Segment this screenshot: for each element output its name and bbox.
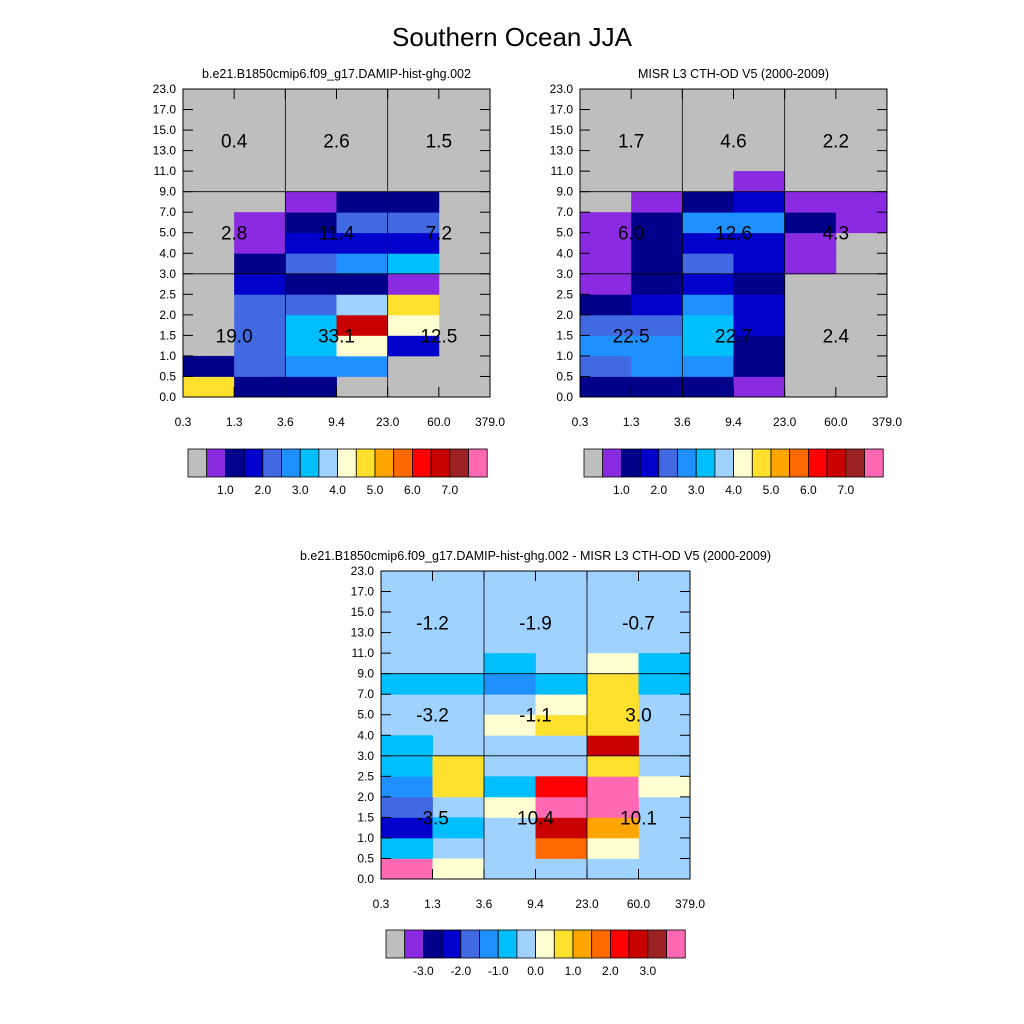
- colorbar-swatch: [300, 449, 319, 477]
- y-tick-label: 23.0: [549, 82, 573, 96]
- group-total-label: 22.5: [612, 326, 650, 348]
- colorbar-swatch: [648, 930, 667, 958]
- group-total-label: 2.8: [220, 223, 248, 245]
- colorbar-label: 3.0: [639, 964, 657, 978]
- heatmap-cell: [285, 356, 337, 377]
- colorbar-swatch: [610, 930, 629, 958]
- colorbar-label: 2.0: [254, 483, 272, 497]
- heatmap-cell: [682, 192, 734, 213]
- y-tick-label: 13.0: [549, 143, 573, 158]
- y-tick-label: 2.0: [357, 789, 374, 804]
- group-total-label: 2.4: [822, 326, 850, 348]
- heatmap-cell: [484, 674, 536, 695]
- colorbar-swatch: [554, 930, 573, 958]
- colorbar-label: 1.0: [564, 964, 582, 978]
- group-total-label: 10.1: [620, 808, 657, 830]
- heatmap-cell: [587, 756, 639, 777]
- group-total-label: 10.4: [517, 808, 554, 830]
- group-total-label: 2.2: [822, 131, 850, 153]
- colorbar-label: 6.0: [404, 483, 421, 497]
- colorbar-swatch: [319, 449, 338, 477]
- x-tick-label: 1.3: [424, 897, 441, 911]
- group-total-label: 19.0: [215, 326, 253, 348]
- colorbar-label: 2.0: [650, 483, 668, 497]
- colorbar-label: 2.0: [602, 964, 619, 978]
- heatmap-cell: [639, 674, 691, 695]
- y-tick-label: 0.0: [556, 390, 573, 404]
- colorbar-swatch: [752, 449, 771, 477]
- x-tick-label: 379.0: [474, 415, 506, 429]
- y-tick-label: 1.5: [159, 328, 176, 343]
- x-tick-label: 60.0: [427, 415, 451, 429]
- heatmap-cell: [337, 253, 389, 274]
- group-total-label: 0.4: [220, 131, 248, 153]
- colorbar-label: -3.0: [413, 964, 434, 978]
- heatmap-cell: [631, 253, 683, 274]
- panel-title: MISR L3 CTH-OD V5 (2000-2009): [637, 67, 830, 81]
- y-tick-label: 17.0: [350, 584, 374, 599]
- x-tick-label: 0.3: [571, 415, 589, 429]
- y-tick-label: 2.5: [556, 287, 573, 302]
- heatmap-cell: [337, 192, 389, 213]
- heatmap-cell: [639, 776, 691, 797]
- heatmap-cell: [381, 674, 433, 695]
- colorbar-swatch: [771, 449, 790, 477]
- y-tick-label: 7.0: [159, 205, 176, 220]
- y-tick-label: 1.0: [159, 348, 176, 363]
- group-total-label: 6.0: [617, 223, 645, 245]
- heatmap-cell: [381, 838, 433, 859]
- heatmap-cell: [734, 356, 786, 377]
- heatmap-cell: [337, 294, 389, 315]
- y-tick-label: 2.5: [159, 287, 176, 302]
- y-tick-label: 15.0: [350, 605, 374, 620]
- colorbar-label: 0.0: [527, 964, 544, 978]
- heatmap-cell: [580, 294, 632, 315]
- colorbar-swatch: [188, 449, 207, 477]
- colorbar-swatch: [865, 449, 884, 477]
- heatmap-cell: [285, 253, 337, 274]
- y-tick-label: 2.5: [357, 769, 374, 784]
- heatmap-cell: [381, 858, 433, 879]
- colorbar-label: 7.0: [837, 483, 855, 497]
- group-total-label: 3.0: [625, 705, 652, 727]
- y-tick-label: 23.0: [152, 82, 176, 96]
- colorbar-label: 4.0: [329, 483, 346, 497]
- colorbar-swatch: [405, 930, 424, 958]
- colorbar-swatch: [282, 449, 301, 477]
- y-tick-label: 4.0: [556, 246, 573, 261]
- colorbar-label: 7.0: [441, 483, 459, 497]
- x-tick-label: 1.3: [622, 415, 640, 429]
- colorbar-swatch: [498, 930, 517, 958]
- colorbar-label: 4.0: [725, 483, 742, 497]
- y-tick-label: 13.0: [152, 143, 176, 158]
- x-tick-label: 23.0: [375, 415, 400, 429]
- heatmap-cell: [381, 756, 433, 777]
- colorbar-swatch: [461, 930, 480, 958]
- heatmap-cell: [183, 376, 235, 397]
- heatmap-cell: [433, 674, 485, 695]
- colorbar-swatch: [584, 449, 603, 477]
- colorbar-swatch: [356, 449, 375, 477]
- colorbar-swatch: [207, 449, 226, 477]
- x-tick-label: 3.6: [673, 415, 691, 429]
- heatmap-cell: [639, 653, 691, 674]
- y-tick-label: 3.0: [357, 748, 374, 763]
- group-total-label: 1.5: [425, 131, 453, 153]
- y-tick-label: 0.0: [357, 872, 374, 886]
- colorbar-swatch: [450, 449, 469, 477]
- heatmap-cell: [580, 253, 632, 274]
- heatmap-cell: [734, 376, 786, 397]
- heatmap-cell: [234, 274, 286, 295]
- heatmap-cell: [580, 274, 632, 295]
- colorbar-swatch: [827, 449, 846, 477]
- group-total-label: 12.6: [715, 223, 752, 245]
- heatmap-panel-1: [153, 67, 506, 497]
- colorbar-swatch: [375, 449, 394, 477]
- y-tick-label: 9.0: [357, 666, 374, 681]
- colorbar-label: 1.0: [613, 483, 630, 497]
- heatmap-cell: [433, 776, 485, 797]
- heatmap-cell: [536, 838, 588, 859]
- heatmap-cell: [580, 356, 632, 377]
- heatmap-cell: [484, 776, 536, 797]
- colorbar-swatch: [696, 449, 715, 477]
- heatmap-cell: [587, 735, 639, 756]
- colorbar-swatch: [480, 930, 499, 958]
- panel-title: b.e21.B1850cmip6.f09_g17.DAMIP-hist-ghg.002: [202, 67, 471, 81]
- x-tick-label: 0.3: [174, 415, 192, 429]
- y-tick-label: 11.0: [351, 646, 374, 661]
- heatmap-panel-3: [300, 549, 771, 978]
- heatmap-cell: [388, 274, 440, 295]
- colorbar-swatch: [640, 449, 659, 477]
- colorbar-swatch: [423, 930, 442, 958]
- colorbar-swatch: [442, 930, 461, 958]
- colorbar-swatch: [386, 930, 405, 958]
- y-tick-label: 17.0: [549, 102, 573, 117]
- y-tick-label: 2.0: [556, 307, 573, 322]
- colorbar-swatch: [808, 449, 827, 477]
- y-tick-label: 1.0: [556, 348, 573, 363]
- y-tick-label: 3.0: [556, 266, 573, 281]
- colorbar-label: 6.0: [800, 483, 817, 497]
- colorbar-swatch: [412, 449, 431, 477]
- y-tick-label: 9.0: [556, 184, 573, 199]
- y-tick-label: 11.0: [550, 164, 573, 179]
- heatmap-cell: [285, 294, 337, 315]
- colorbar-label: 5.0: [366, 483, 384, 497]
- y-tick-label: 5.0: [159, 225, 176, 240]
- x-tick-label: 9.4: [725, 415, 742, 429]
- colorbar-swatch: [536, 930, 555, 958]
- colorbar-swatch: [846, 449, 865, 477]
- group-total-label: -3.5: [416, 808, 449, 830]
- heatmap-cell: [587, 674, 639, 695]
- colorbar-label: 1.0: [217, 483, 234, 497]
- colorbar: [584, 449, 883, 497]
- heatmap-cell: [682, 376, 734, 397]
- heatmap-cell: [682, 253, 734, 274]
- y-tick-label: 23.0: [350, 564, 374, 578]
- colorbar-swatch: [244, 449, 263, 477]
- group-total-label: 4.3: [822, 223, 850, 245]
- colorbar: [188, 449, 487, 497]
- y-tick-label: 0.0: [159, 390, 176, 404]
- y-tick-label: 1.0: [357, 830, 374, 845]
- y-tick-label: 15.0: [549, 123, 573, 138]
- heatmap-cell: [785, 192, 837, 213]
- heatmap-cell: [183, 356, 235, 377]
- colorbar-swatch: [394, 449, 413, 477]
- y-tick-label: 5.0: [357, 707, 374, 722]
- colorbar-swatch: [338, 449, 357, 477]
- x-tick-label: 23.0: [772, 415, 797, 429]
- x-tick-label: 9.4: [527, 897, 544, 911]
- heatmap-cell: [388, 294, 440, 315]
- heatmap-cell: [433, 858, 485, 879]
- group-total-label: 22.7: [715, 326, 752, 348]
- colorbar-swatch: [629, 930, 648, 958]
- x-tick-label: 23.0: [575, 897, 599, 911]
- heatmap-cell: [337, 356, 389, 377]
- heatmap-cell: [682, 356, 734, 377]
- heatmap-cell: [631, 356, 683, 377]
- y-tick-label: 4.0: [357, 728, 374, 743]
- heatmap-cell: [381, 735, 433, 756]
- y-tick-label: 9.0: [159, 184, 176, 199]
- group-total-label: -1.2: [416, 613, 449, 635]
- heatmap-cell: [388, 253, 440, 274]
- x-tick-label: 379.0: [871, 415, 903, 429]
- colorbar-label: -2.0: [450, 964, 472, 978]
- y-tick-label: 1.5: [556, 328, 573, 343]
- heatmap-cell: [388, 192, 440, 213]
- y-tick-label: 0.5: [159, 369, 176, 384]
- heatmap-cell: [337, 274, 389, 295]
- y-tick-label: 13.0: [350, 625, 374, 640]
- heatmap-cell: [381, 776, 433, 797]
- group-total-label: 4.6: [720, 131, 747, 153]
- heatmap-cell: [587, 838, 639, 859]
- colorbar-swatch: [667, 930, 686, 958]
- group-total-label: 12.5: [420, 326, 458, 348]
- colorbar-swatch: [517, 930, 536, 958]
- colorbar-swatch: [225, 449, 244, 477]
- y-tick-label: 0.5: [357, 851, 374, 866]
- x-tick-label: 60.0: [824, 415, 848, 429]
- heatmap-cell: [785, 253, 837, 274]
- y-tick-label: 17.0: [152, 102, 176, 117]
- y-tick-label: 3.0: [159, 266, 176, 281]
- y-tick-label: 5.0: [556, 225, 573, 240]
- colorbar-swatch: [431, 449, 450, 477]
- colorbar-label: 3.0: [687, 483, 705, 497]
- colorbar-label: -1.0: [487, 964, 509, 978]
- heatmap-cell: [631, 192, 683, 213]
- x-tick-label: 0.3: [372, 897, 390, 911]
- colorbar-swatch: [573, 930, 592, 958]
- colorbar-swatch: [734, 449, 753, 477]
- heatmap-cell: [734, 274, 786, 295]
- heatmap-cell: [234, 294, 286, 315]
- group-total-label: 33.1: [318, 326, 355, 348]
- y-tick-label: 4.0: [159, 246, 176, 261]
- heatmap-cell: [234, 253, 286, 274]
- heatmap-cell: [433, 756, 485, 777]
- heatmap-cell: [484, 653, 536, 674]
- colorbar-swatch: [790, 449, 809, 477]
- y-tick-label: 7.0: [556, 205, 573, 220]
- colorbar-swatch: [469, 449, 488, 477]
- heatmap-cell: [285, 192, 337, 213]
- heatmap-panel-2: [550, 67, 903, 497]
- heatmap-cell: [234, 376, 286, 397]
- heatmap-cell: [285, 376, 337, 397]
- heatmap-cell: [536, 674, 588, 695]
- colorbar-swatch: [715, 449, 734, 477]
- heatmap-cell: [682, 274, 734, 295]
- heatmap-cell: [734, 253, 786, 274]
- heatmap-cell: [836, 192, 888, 213]
- group-total-label: -0.7: [622, 613, 655, 635]
- group-total-label: -1.9: [519, 613, 552, 635]
- colorbar-label: 3.0: [291, 483, 309, 497]
- heatmap-cell: [234, 356, 286, 377]
- figure-title: Southern Ocean JJA: [392, 22, 632, 52]
- group-total-label: -3.2: [416, 705, 449, 727]
- y-tick-label: 7.0: [357, 687, 374, 702]
- x-tick-label: 1.3: [225, 415, 243, 429]
- heatmap-cell: [631, 274, 683, 295]
- panel-title: b.e21.B1850cmip6.f09_g17.DAMIP-hist-ghg.002 - MISR L3 CTH-OD V5 (2000-2009): [299, 549, 772, 563]
- x-tick-label: 60.0: [626, 897, 651, 911]
- group-total-label: 7.2: [425, 223, 453, 245]
- colorbar-swatch: [263, 449, 282, 477]
- y-tick-label: 2.0: [159, 307, 176, 322]
- colorbar-swatch: [621, 449, 640, 477]
- group-total-label: 11.4: [318, 223, 355, 245]
- heatmap-cell: [587, 776, 639, 797]
- heatmap-cell: [631, 376, 683, 397]
- colorbar-label: 5.0: [762, 483, 780, 497]
- heatmap-cell: [580, 376, 632, 397]
- y-tick-label: 15.0: [152, 123, 176, 138]
- heatmap-cell: [285, 274, 337, 295]
- y-tick-label: 1.5: [357, 810, 374, 825]
- x-tick-label: 379.0: [674, 897, 706, 911]
- y-tick-label: 11.0: [153, 164, 176, 179]
- x-tick-label: 3.6: [475, 897, 493, 911]
- colorbar-swatch: [659, 449, 678, 477]
- x-tick-label: 9.4: [328, 415, 345, 429]
- y-tick-label: 0.5: [556, 369, 573, 384]
- heatmap-cell: [734, 192, 786, 213]
- heatmap-cell: [587, 653, 639, 674]
- x-tick-label: 3.6: [276, 415, 294, 429]
- colorbar: [386, 930, 685, 978]
- colorbar-swatch: [678, 449, 697, 477]
- heatmap-cell: [682, 294, 734, 315]
- group-total-label: 1.7: [617, 131, 645, 153]
- heatmap-cell: [734, 171, 786, 192]
- colorbar-swatch: [592, 930, 611, 958]
- group-total-label: 2.6: [323, 131, 350, 153]
- colorbar-swatch: [603, 449, 622, 477]
- heatmap-cell: [536, 776, 588, 797]
- heatmap-cell: [734, 294, 786, 315]
- group-total-label: -1.1: [519, 705, 552, 727]
- heatmap-cell: [631, 294, 683, 315]
